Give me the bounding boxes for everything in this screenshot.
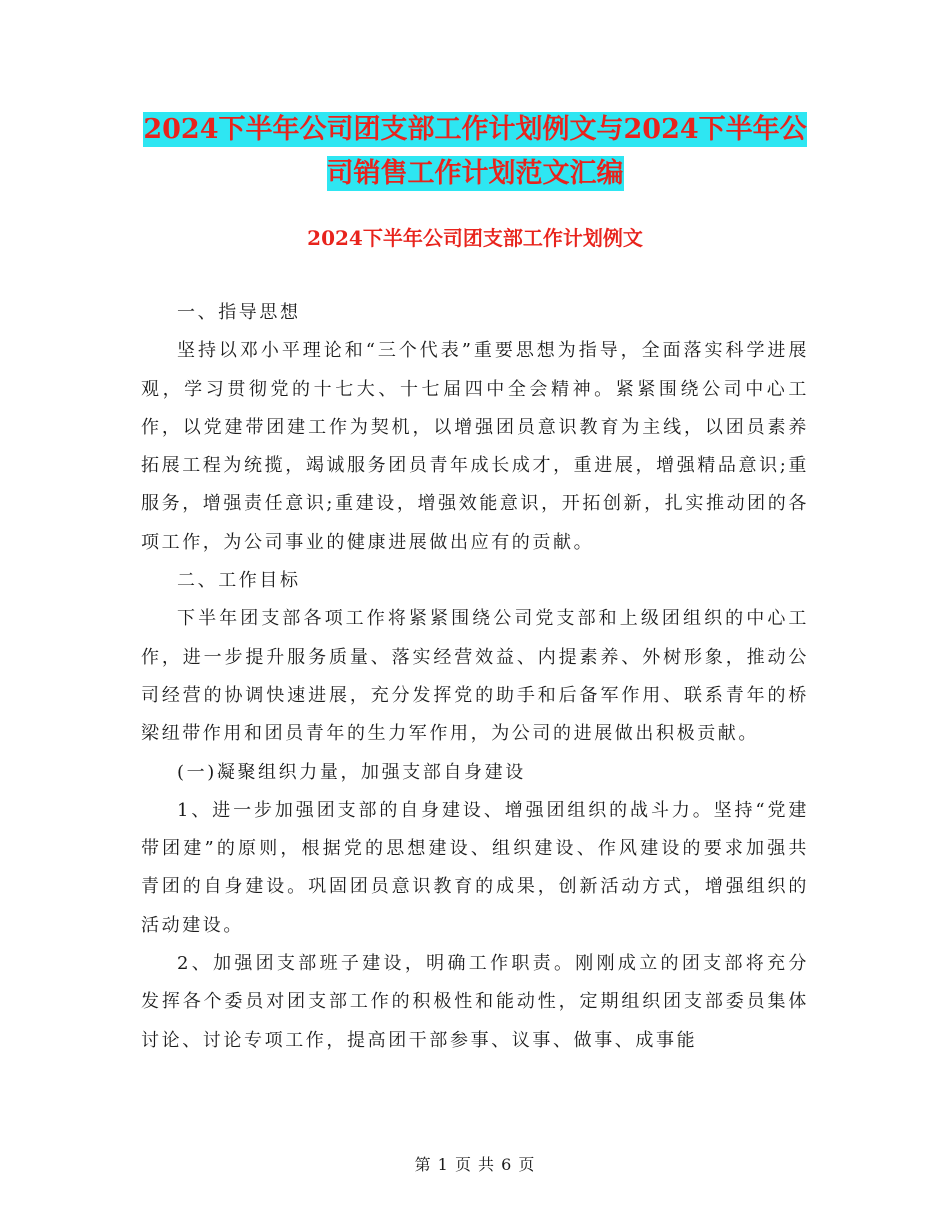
document-body (141, 294, 809, 1060)
document-title-line-2 (0, 152, 950, 196)
document-title-line-2-text: 司销售工作计划范文汇编 (326, 158, 624, 189)
section-title: 2024下半年公司团支部工作计划例文 (307, 226, 643, 250)
document-title-line-1-text: 2024下半年公司团支部工作计划例文与2024下半年公 (143, 114, 807, 145)
paragraph-guiding-ideology: 坚持以邓小平理论和“三个代表”重要思想为指导，全面落实科学进展观，学习贯彻党的十七大、十七届四中全会精神。紧紧围绕公司中心工作，以党建带团建工作为契机，以增强团员意识教育为主线，以团员素养拓展工程为统揽，竭诚服务团员青年成长成才，重进展，增强精品意识;重服务，增强责任意识;重建设，增强效能意识，开拓创新，扎实推动团的各项工作，为公司事业的健康进展做出应有的贡献。 (141, 340, 809, 553)
page-footer: 第 1 页 共 6 页 (414, 1155, 536, 1174)
paragraph-work-goals: 下半年团支部各项工作将紧紧围绕公司党支部和上级团组织的中心工作，进一步提升服务质量、落实经营效益、内提素养、外树形象，推动公司经营的协调快速进展，充分发挥党的助手和后备军作用、联系青年的桥梁纽带作用和团员青年的生力军作用，为公司的进展做出积极贡献。 (141, 608, 809, 745)
subheading-organization: (一)凝聚组织力量，加强支部自身建设 (177, 761, 526, 783)
heading-work-goals: 二、工作目标 (177, 570, 301, 592)
paragraph-item-1: 1、进一步加强团支部的自身建设、增强团组织的战斗力。坚持“党建带团建”的原则，根据党的思想建设、组织建设、作风建设的要求加强共青团的自身建设。巩固团员意识教育的成果，创新活动方式，增强组织的活动建设。 (141, 799, 809, 936)
document-title-line-1 (0, 108, 950, 152)
paragraph-item-2: 2、加强团支部班子建设，明确工作职责。刚刚成立的团支部将充分发挥各个委员对团支部工作的积极性和能动性，定期组织团支部委员集体讨论、讨论专项工作，提高团干部参事、议事、做事、成事能 (141, 953, 809, 1051)
heading-guiding-ideology: 一、指导思想 (177, 302, 301, 323)
